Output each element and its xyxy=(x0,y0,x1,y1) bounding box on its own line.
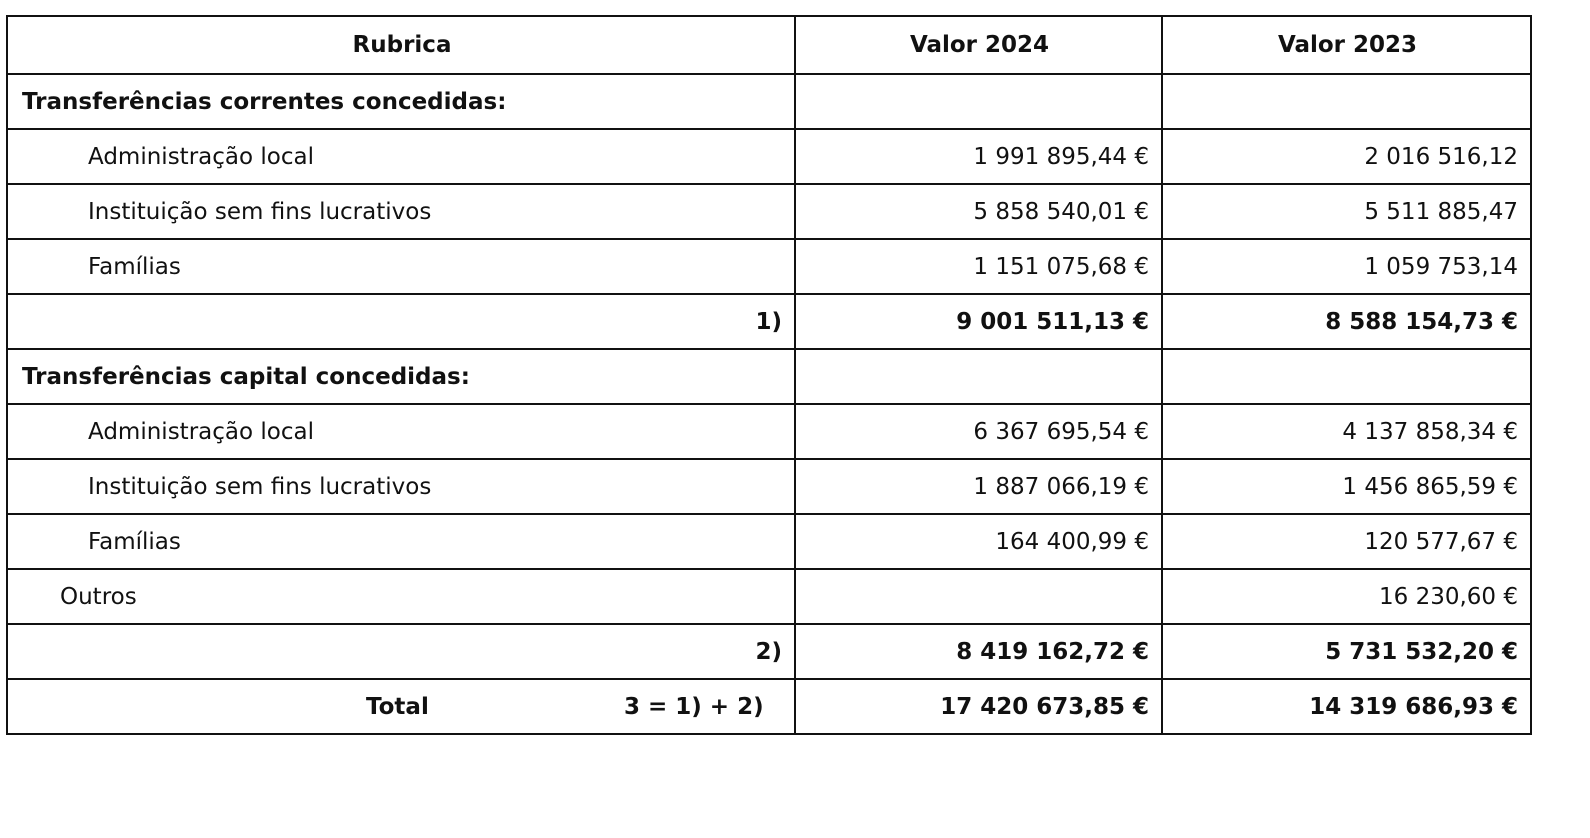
section-row-capital xyxy=(7,349,1531,404)
table-row xyxy=(7,184,1531,239)
header-valor-2024: Valor 2024 xyxy=(795,16,1162,74)
row-label: Outros xyxy=(7,569,795,624)
total-value-2024: 17 420 673,85 € xyxy=(795,679,1162,734)
subtotal-label: 2) xyxy=(7,624,795,679)
table-row xyxy=(7,129,1531,184)
row-label: Instituição sem fins lucrativos xyxy=(7,184,795,239)
header-rubrica: Rubrica xyxy=(7,16,795,74)
value-2024: 5 858 540,01 € xyxy=(795,184,1162,239)
value-2024: 1 151 075,68 € xyxy=(795,239,1162,294)
subtotal-value-2024: 9 001 511,13 € xyxy=(795,294,1162,349)
row-label: Instituição sem fins lucrativos xyxy=(7,459,795,514)
table-row xyxy=(7,404,1531,459)
value-2024 xyxy=(795,569,1162,624)
value-2024: 1 887 066,19 € xyxy=(795,459,1162,514)
section-title-correntes: Transferências correntes concedidas: xyxy=(7,74,795,129)
section-row-correntes xyxy=(7,74,1531,129)
table-row xyxy=(7,459,1531,514)
subtotal-value-2023: 5 731 532,20 € xyxy=(1162,624,1531,679)
value-2023: 16 230,60 € xyxy=(1162,569,1531,624)
table-row xyxy=(7,239,1531,294)
subtotal-row-1 xyxy=(7,294,1531,349)
empty-cell xyxy=(1162,349,1531,404)
empty-cell xyxy=(1162,74,1531,129)
total-value-2023: 14 319 686,93 € xyxy=(1162,679,1531,734)
value-2023: 4 137 858,34 € xyxy=(1162,404,1531,459)
row-label: Famílias xyxy=(7,239,795,294)
total-label: Total xyxy=(366,693,429,720)
total-row xyxy=(7,679,1531,734)
value-2024: 164 400,99 € xyxy=(795,514,1162,569)
row-label: Famílias xyxy=(7,514,795,569)
value-2023: 5 511 885,47 xyxy=(1162,184,1531,239)
value-2023: 2 016 516,12 xyxy=(1162,129,1531,184)
row-label: Administração local xyxy=(7,404,795,459)
value-2023: 1 059 753,14 xyxy=(1162,239,1531,294)
value-2023: 120 577,67 € xyxy=(1162,514,1531,569)
empty-cell xyxy=(795,349,1162,404)
header-valor-2023: Valor 2023 xyxy=(1162,16,1531,74)
subtotal-value-2024: 8 419 162,72 € xyxy=(795,624,1162,679)
table-row xyxy=(7,514,1531,569)
header-row xyxy=(7,16,1531,74)
value-2024: 1 991 895,44 € xyxy=(795,129,1162,184)
row-label: Administração local xyxy=(7,129,795,184)
total-label-cell xyxy=(7,679,795,734)
section-title-capital: Transferências capital concedidas: xyxy=(7,349,795,404)
total-formula: 3 = 1) + 2) xyxy=(624,693,764,720)
subtotal-row-2 xyxy=(7,624,1531,679)
subtotal-label: 1) xyxy=(7,294,795,349)
table-row xyxy=(7,569,1531,624)
value-2024: 6 367 695,54 € xyxy=(795,404,1162,459)
value-2023: 1 456 865,59 € xyxy=(1162,459,1531,514)
subtotal-value-2023: 8 588 154,73 € xyxy=(1162,294,1531,349)
transfers-table xyxy=(6,15,1532,735)
empty-cell xyxy=(795,74,1162,129)
